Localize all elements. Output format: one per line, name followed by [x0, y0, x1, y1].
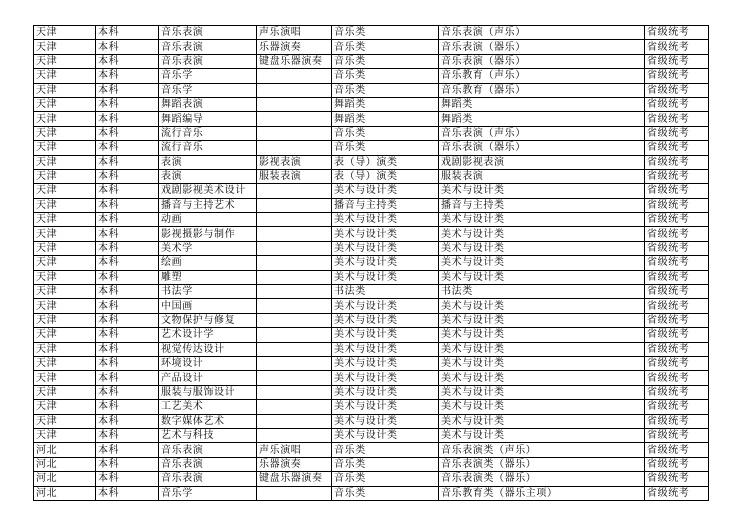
direction-cell: 声乐演唱: [257, 443, 332, 457]
table-row: [34, 141, 709, 155]
table-row: [34, 26, 709, 40]
exam-type-cell: 音乐表演（声乐）: [439, 26, 645, 40]
exam-type-cell: 音乐表演（器乐）: [439, 141, 645, 155]
exam-type-cell: 书法类: [439, 285, 645, 299]
direction-cell: [257, 356, 332, 370]
category-cell: 音乐类: [332, 83, 439, 97]
level-cell: 本科: [96, 26, 159, 40]
major-cell: 产品设计: [159, 371, 257, 385]
exam-mode-cell: 省级统考: [645, 443, 709, 457]
exam-mode-cell: 省级统考: [645, 385, 709, 399]
exam-mode-cell: 省级统考: [645, 213, 709, 227]
level-cell: 本科: [96, 414, 159, 428]
category-cell: 音乐类: [332, 472, 439, 486]
exam-type-cell: 美术与设计类: [439, 342, 645, 356]
major-cell: 音乐表演: [159, 443, 257, 457]
exam-mode-cell: 省级统考: [645, 198, 709, 212]
table-row: [34, 313, 709, 327]
major-cell: 音乐学: [159, 486, 257, 500]
table-row: [34, 40, 709, 54]
exam-type-cell: 美术与设计类: [439, 184, 645, 198]
exam-type-cell: 音乐表演（器乐）: [439, 40, 645, 54]
province-cell: 天津: [34, 54, 96, 68]
exam-type-cell: 音乐表演类（器乐）: [439, 457, 645, 471]
major-cell: 流行音乐: [159, 141, 257, 155]
level-cell: 本科: [96, 457, 159, 471]
level-cell: 本科: [96, 213, 159, 227]
exam-mode-cell: 省级统考: [645, 285, 709, 299]
major-cell: 音乐学: [159, 69, 257, 83]
exam-mode-cell: 省级统考: [645, 356, 709, 370]
direction-cell: 服装表演: [257, 169, 332, 183]
exam-type-cell: 音乐表演类（器乐）: [439, 472, 645, 486]
category-cell: 音乐类: [332, 457, 439, 471]
province-cell: 天津: [34, 270, 96, 284]
category-cell: 书法类: [332, 285, 439, 299]
exam-type-cell: 美术与设计类: [439, 241, 645, 255]
category-cell: 美术与设计类: [332, 414, 439, 428]
level-cell: 本科: [96, 472, 159, 486]
category-cell: 美术与设计类: [332, 184, 439, 198]
exam-mode-cell: 省级统考: [645, 414, 709, 428]
exam-type-cell: 美术与设计类: [439, 385, 645, 399]
province-cell: 天津: [34, 112, 96, 126]
direction-cell: [257, 198, 332, 212]
table-row: [34, 155, 709, 169]
exam-type-cell: 音乐教育（器乐）: [439, 83, 645, 97]
category-cell: 美术与设计类: [332, 313, 439, 327]
category-cell: 美术与设计类: [332, 256, 439, 270]
direction-cell: [257, 328, 332, 342]
category-cell: 音乐类: [332, 69, 439, 83]
province-cell: 河北: [34, 486, 96, 500]
level-cell: 本科: [96, 126, 159, 140]
level-cell: 本科: [96, 198, 159, 212]
direction-cell: [257, 126, 332, 140]
table-row: [34, 169, 709, 183]
province-cell: 天津: [34, 126, 96, 140]
level-cell: 本科: [96, 184, 159, 198]
table-row: [34, 299, 709, 313]
category-cell: 表（导）演类: [332, 169, 439, 183]
exam-mode-cell: 省级统考: [645, 26, 709, 40]
level-cell: 本科: [96, 328, 159, 342]
province-cell: 天津: [34, 40, 96, 54]
major-cell: 舞蹈表演: [159, 97, 257, 111]
exam-type-cell: 音乐教育（声乐）: [439, 69, 645, 83]
major-cell: 音乐表演: [159, 26, 257, 40]
level-cell: 本科: [96, 69, 159, 83]
direction-cell: [257, 486, 332, 500]
major-cell: 美术学: [159, 241, 257, 255]
province-cell: 天津: [34, 342, 96, 356]
province-cell: 天津: [34, 385, 96, 399]
category-cell: 美术与设计类: [332, 270, 439, 284]
exam-mode-cell: 省级统考: [645, 486, 709, 500]
province-cell: 天津: [34, 356, 96, 370]
level-cell: 本科: [96, 443, 159, 457]
direction-cell: [257, 83, 332, 97]
major-cell: 服装与服饰设计: [159, 385, 257, 399]
exam-type-cell: 美术与设计类: [439, 328, 645, 342]
major-cell: 艺术与科技: [159, 428, 257, 442]
level-cell: 本科: [96, 385, 159, 399]
category-cell: 音乐类: [332, 126, 439, 140]
category-cell: 美术与设计类: [332, 241, 439, 255]
province-cell: 天津: [34, 184, 96, 198]
table-body: [34, 26, 709, 501]
category-cell: 音乐类: [332, 141, 439, 155]
exam-mode-cell: 省级统考: [645, 241, 709, 255]
exam-type-cell: 美术与设计类: [439, 256, 645, 270]
province-cell: 天津: [34, 256, 96, 270]
level-cell: 本科: [96, 270, 159, 284]
level-cell: 本科: [96, 241, 159, 255]
category-cell: 音乐类: [332, 26, 439, 40]
direction-cell: [257, 385, 332, 399]
level-cell: 本科: [96, 313, 159, 327]
exam-mode-cell: 省级统考: [645, 457, 709, 471]
major-cell: 环境设计: [159, 356, 257, 370]
direction-cell: [257, 400, 332, 414]
table-row: [34, 342, 709, 356]
exam-type-cell: 播音与主持类: [439, 198, 645, 212]
province-cell: 天津: [34, 299, 96, 313]
major-cell: 中国画: [159, 299, 257, 313]
exam-type-cell: 美术与设计类: [439, 270, 645, 284]
province-cell: 河北: [34, 472, 96, 486]
direction-cell: [257, 313, 332, 327]
province-cell: 天津: [34, 169, 96, 183]
level-cell: 本科: [96, 285, 159, 299]
exam-mode-cell: 省级统考: [645, 184, 709, 198]
province-cell: 天津: [34, 227, 96, 241]
category-cell: 美术与设计类: [332, 400, 439, 414]
major-cell: 表演: [159, 155, 257, 169]
table-row: [34, 443, 709, 457]
table-row: [34, 285, 709, 299]
major-cell: 文物保护与修复: [159, 313, 257, 327]
table-row: [34, 69, 709, 83]
exam-type-cell: 音乐表演（声乐）: [439, 126, 645, 140]
major-cell: 音乐表演: [159, 472, 257, 486]
level-cell: 本科: [96, 112, 159, 126]
province-cell: 河北: [34, 457, 96, 471]
exam-type-cell: 舞蹈类: [439, 97, 645, 111]
direction-cell: [257, 97, 332, 111]
exam-mode-cell: 省级统考: [645, 227, 709, 241]
category-cell: 舞蹈类: [332, 97, 439, 111]
table-row: [34, 486, 709, 500]
exam-mode-cell: 省级统考: [645, 97, 709, 111]
province-cell: 天津: [34, 241, 96, 255]
major-cell: 音乐表演: [159, 457, 257, 471]
table-row: [34, 83, 709, 97]
exam-type-cell: 美术与设计类: [439, 428, 645, 442]
major-cell: 雕塑: [159, 270, 257, 284]
exam-mode-cell: 省级统考: [645, 328, 709, 342]
table-row: [34, 371, 709, 385]
exam-type-cell: 音乐表演类（声乐）: [439, 443, 645, 457]
province-cell: 天津: [34, 414, 96, 428]
table-row: [34, 227, 709, 241]
exam-type-cell: 舞蹈类: [439, 112, 645, 126]
direction-cell: 键盘乐器演奏: [257, 472, 332, 486]
province-cell: 天津: [34, 69, 96, 83]
table-row: [34, 112, 709, 126]
province-cell: 河北: [34, 443, 96, 457]
province-cell: 天津: [34, 26, 96, 40]
major-cell: 音乐表演: [159, 54, 257, 68]
exam-mode-cell: 省级统考: [645, 299, 709, 313]
direction-cell: [257, 270, 332, 284]
province-cell: 天津: [34, 155, 96, 169]
major-cell: 工艺美术: [159, 400, 257, 414]
exam-mode-cell: 省级统考: [645, 472, 709, 486]
major-cell: 戏剧影视美术设计: [159, 184, 257, 198]
direction-cell: [257, 141, 332, 155]
major-cell: 播音与主持艺术: [159, 198, 257, 212]
direction-cell: [257, 256, 332, 270]
table-row: [34, 241, 709, 255]
major-cell: 艺术设计学: [159, 328, 257, 342]
category-cell: 美术与设计类: [332, 299, 439, 313]
level-cell: 本科: [96, 227, 159, 241]
major-cell: 音乐学: [159, 83, 257, 97]
category-cell: 美术与设计类: [332, 328, 439, 342]
exam-mode-cell: 省级统考: [645, 69, 709, 83]
province-cell: 天津: [34, 428, 96, 442]
direction-cell: 乐器演奏: [257, 40, 332, 54]
category-cell: 美术与设计类: [332, 428, 439, 442]
exam-mode-cell: 省级统考: [645, 313, 709, 327]
table-row: [34, 184, 709, 198]
province-cell: 天津: [34, 83, 96, 97]
major-cell: 流行音乐: [159, 126, 257, 140]
category-cell: 舞蹈类: [332, 112, 439, 126]
table-row: [34, 428, 709, 442]
exam-mode-cell: 省级统考: [645, 141, 709, 155]
direction-cell: [257, 299, 332, 313]
category-cell: 美术与设计类: [332, 342, 439, 356]
table-row: [34, 198, 709, 212]
province-cell: 天津: [34, 97, 96, 111]
category-cell: 美术与设计类: [332, 385, 439, 399]
exam-mode-cell: 省级统考: [645, 40, 709, 54]
direction-cell: [257, 213, 332, 227]
category-cell: 美术与设计类: [332, 356, 439, 370]
province-cell: 天津: [34, 198, 96, 212]
table-row: [34, 328, 709, 342]
major-cell: 音乐表演: [159, 40, 257, 54]
direction-cell: 声乐演唱: [257, 26, 332, 40]
exam-type-cell: 戏剧影视表演: [439, 155, 645, 169]
category-cell: 音乐类: [332, 40, 439, 54]
province-cell: 天津: [34, 285, 96, 299]
direction-cell: [257, 184, 332, 198]
category-cell: 美术与设计类: [332, 227, 439, 241]
table-row: [34, 472, 709, 486]
table-row: [34, 400, 709, 414]
admissions-table: [33, 25, 709, 501]
exam-mode-cell: 省级统考: [645, 155, 709, 169]
major-cell: 表演: [159, 169, 257, 183]
major-cell: 数字媒体艺术: [159, 414, 257, 428]
table-row: [34, 270, 709, 284]
level-cell: 本科: [96, 256, 159, 270]
category-cell: 音乐类: [332, 486, 439, 500]
table-row: [34, 213, 709, 227]
exam-mode-cell: 省级统考: [645, 126, 709, 140]
exam-mode-cell: 省级统考: [645, 270, 709, 284]
exam-type-cell: 美术与设计类: [439, 400, 645, 414]
province-cell: 天津: [34, 371, 96, 385]
level-cell: 本科: [96, 299, 159, 313]
level-cell: 本科: [96, 356, 159, 370]
table-row: [34, 457, 709, 471]
direction-cell: [257, 241, 332, 255]
province-cell: 天津: [34, 213, 96, 227]
major-cell: 影视摄影与制作: [159, 227, 257, 241]
level-cell: 本科: [96, 371, 159, 385]
direction-cell: [257, 342, 332, 356]
exam-type-cell: 美术与设计类: [439, 356, 645, 370]
category-cell: 播音与主持类: [332, 198, 439, 212]
direction-cell: [257, 227, 332, 241]
category-cell: 美术与设计类: [332, 213, 439, 227]
table-row: [34, 256, 709, 270]
exam-mode-cell: 省级统考: [645, 112, 709, 126]
category-cell: 表（导）演类: [332, 155, 439, 169]
level-cell: 本科: [96, 400, 159, 414]
level-cell: 本科: [96, 169, 159, 183]
exam-mode-cell: 省级统考: [645, 256, 709, 270]
major-cell: 视觉传达设计: [159, 342, 257, 356]
major-cell: 舞蹈编导: [159, 112, 257, 126]
level-cell: 本科: [96, 155, 159, 169]
exam-type-cell: 音乐表演（器乐）: [439, 54, 645, 68]
major-cell: 动画: [159, 213, 257, 227]
direction-cell: [257, 285, 332, 299]
exam-mode-cell: 省级统考: [645, 169, 709, 183]
level-cell: 本科: [96, 83, 159, 97]
exam-type-cell: 美术与设计类: [439, 299, 645, 313]
major-cell: 绘画: [159, 256, 257, 270]
category-cell: 美术与设计类: [332, 371, 439, 385]
exam-type-cell: 美术与设计类: [439, 213, 645, 227]
exam-mode-cell: 省级统考: [645, 400, 709, 414]
exam-type-cell: 服装表演: [439, 169, 645, 183]
category-cell: 音乐类: [332, 443, 439, 457]
table-row: [34, 54, 709, 68]
level-cell: 本科: [96, 342, 159, 356]
table-row: [34, 414, 709, 428]
exam-type-cell: 美术与设计类: [439, 313, 645, 327]
exam-mode-cell: 省级统考: [645, 371, 709, 385]
admissions-table-sheet: [33, 25, 708, 501]
direction-cell: [257, 371, 332, 385]
level-cell: 本科: [96, 97, 159, 111]
direction-cell: 键盘乐器演奏: [257, 54, 332, 68]
major-cell: 书法学: [159, 285, 257, 299]
exam-mode-cell: 省级统考: [645, 428, 709, 442]
table-row: [34, 356, 709, 370]
exam-type-cell: 美术与设计类: [439, 371, 645, 385]
direction-cell: [257, 112, 332, 126]
category-cell: 音乐类: [332, 54, 439, 68]
province-cell: 天津: [34, 313, 96, 327]
province-cell: 天津: [34, 328, 96, 342]
level-cell: 本科: [96, 486, 159, 500]
direction-cell: 乐器演奏: [257, 457, 332, 471]
table-row: [34, 126, 709, 140]
exam-mode-cell: 省级统考: [645, 83, 709, 97]
table-row: [34, 385, 709, 399]
province-cell: 天津: [34, 400, 96, 414]
level-cell: 本科: [96, 54, 159, 68]
exam-mode-cell: 省级统考: [645, 54, 709, 68]
exam-type-cell: 美术与设计类: [439, 227, 645, 241]
level-cell: 本科: [96, 40, 159, 54]
exam-type-cell: 美术与设计类: [439, 414, 645, 428]
table-row: [34, 97, 709, 111]
exam-type-cell: 音乐教育类（器乐主项）: [439, 486, 645, 500]
exam-mode-cell: 省级统考: [645, 342, 709, 356]
direction-cell: 影视表演: [257, 155, 332, 169]
direction-cell: [257, 428, 332, 442]
level-cell: 本科: [96, 428, 159, 442]
level-cell: 本科: [96, 141, 159, 155]
direction-cell: [257, 414, 332, 428]
province-cell: 天津: [34, 141, 96, 155]
direction-cell: [257, 69, 332, 83]
